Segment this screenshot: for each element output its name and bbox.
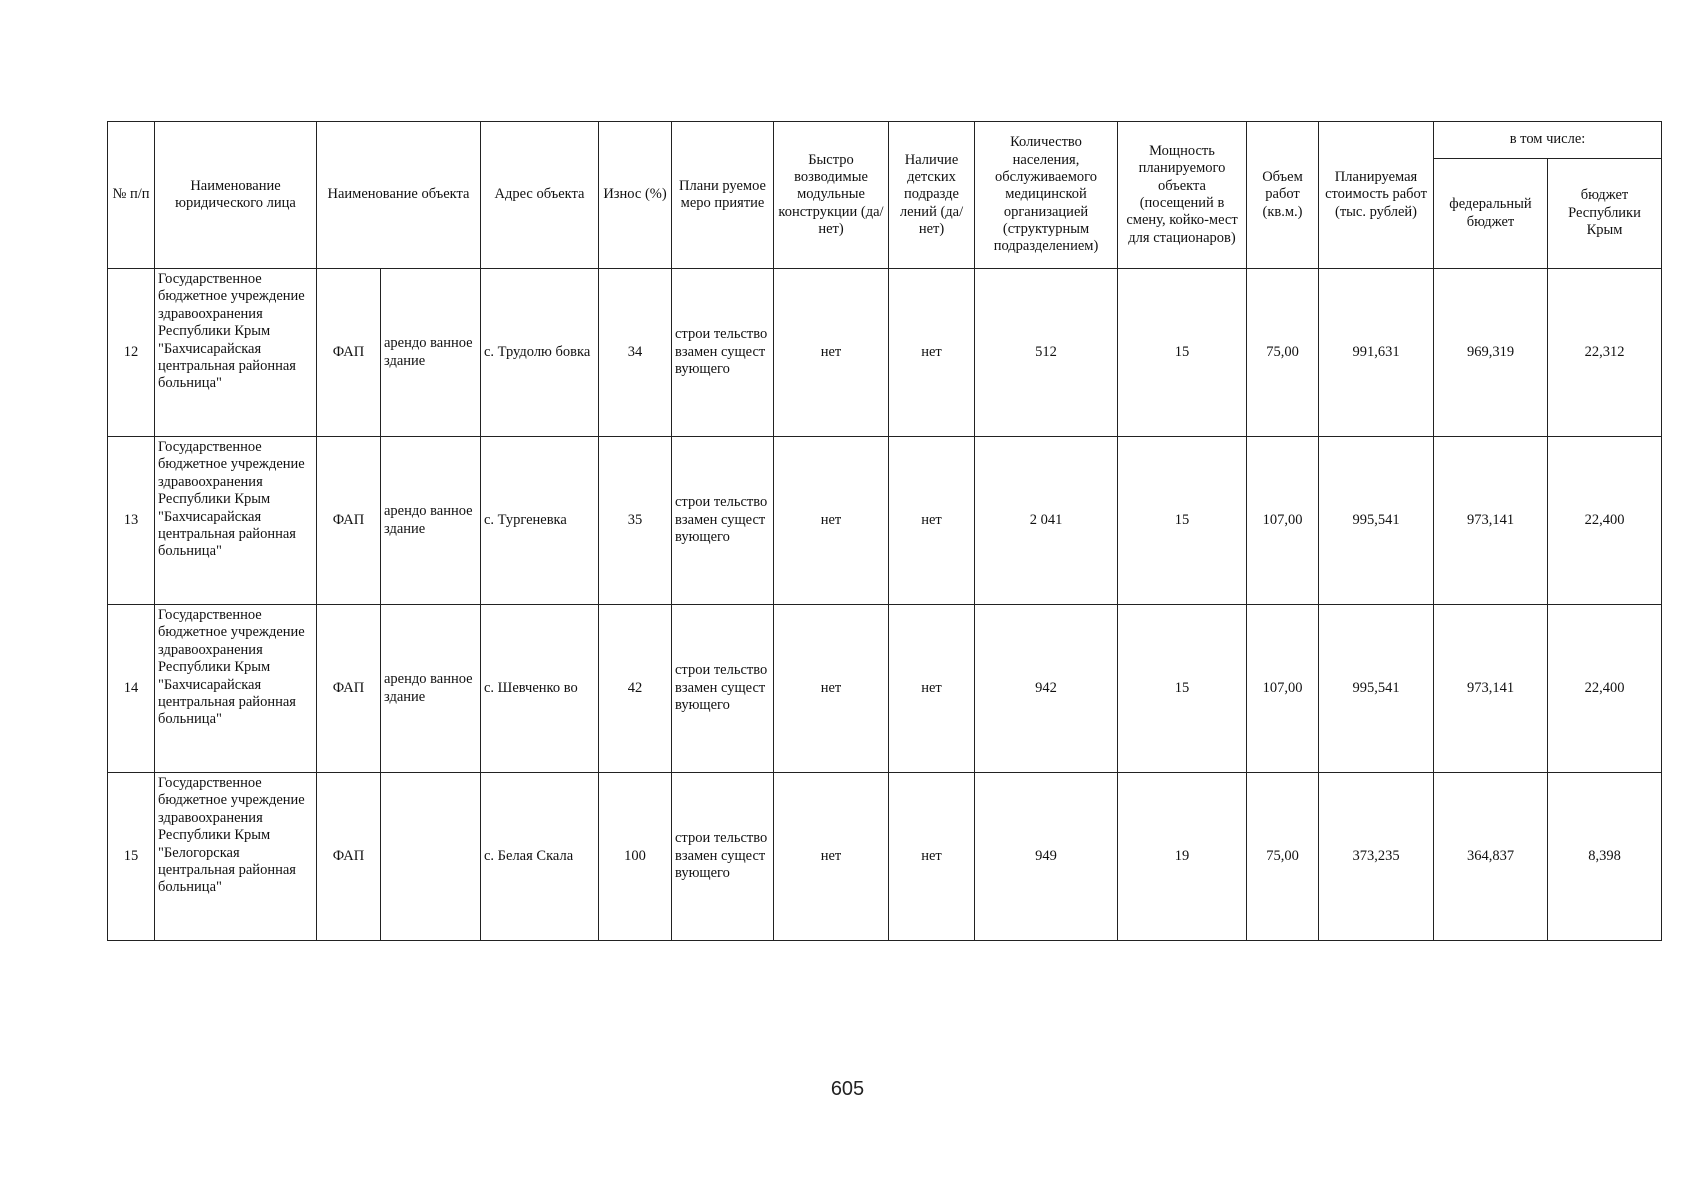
cell-volume: 107,00 <box>1247 437 1319 605</box>
table-header <box>108 122 1662 269</box>
header-capacity: Мощность планируемого объекта (посещений в смену, койко-мест для стационаров) <box>1118 122 1247 269</box>
header-volume: Объем работ (кв.м.) <box>1247 122 1319 269</box>
cell-capacity: 19 <box>1118 773 1247 941</box>
cell-cost: 995,541 <box>1319 605 1434 773</box>
cell-object-type: ФАП <box>317 773 381 941</box>
cell-wear: 34 <box>599 269 672 437</box>
header-wear: Износ (%) <box>599 122 672 269</box>
cell-building: арендо ванное здание <box>381 269 481 437</box>
cell-capacity: 15 <box>1118 437 1247 605</box>
cell-num: 14 <box>108 605 155 773</box>
cell-building <box>381 773 481 941</box>
cell-num: 12 <box>108 269 155 437</box>
cell-address: с. Белая Скала <box>481 773 599 941</box>
header-crimea-budget: бюджет Республики Крым <box>1548 159 1662 269</box>
cell-federal: 973,141 <box>1434 605 1548 773</box>
cell-num: 13 <box>108 437 155 605</box>
cell-address: с. Шевченко во <box>481 605 599 773</box>
cell-federal: 969,319 <box>1434 269 1548 437</box>
cell-crimea-budget: 22,312 <box>1548 269 1662 437</box>
table-row <box>108 773 1662 941</box>
header-legal-entity: Наименование юридического лица <box>155 122 317 269</box>
header-population: Количество населения, обслуживаемого медицинской организацией (структурным подразделением) <box>975 122 1118 269</box>
cell-num: 15 <box>108 773 155 941</box>
cell-capacity: 15 <box>1118 605 1247 773</box>
cell-modular: нет <box>774 605 889 773</box>
table-row <box>108 269 1662 437</box>
header-federal: федеральный бюджет <box>1434 159 1548 269</box>
cell-address: с. Трудолю бовка <box>481 269 599 437</box>
cell-organization: Государственное бюджетное учреждение здравоохранения Республики Крым "Белогорская центральная районная больница" <box>155 773 317 941</box>
table-row <box>108 437 1662 605</box>
cell-wear: 100 <box>599 773 672 941</box>
cell-object-type: ФАП <box>317 269 381 437</box>
header-object-name: Наименование объекта <box>317 122 481 269</box>
cell-organization: Государственное бюджетное учреждение здравоохранения Республики Крым "Бахчисарайская центральная районная больница" <box>155 605 317 773</box>
cell-wear: 42 <box>599 605 672 773</box>
cell-federal: 973,141 <box>1434 437 1548 605</box>
cell-measure: строи тельство взамен сущест вующего <box>672 773 774 941</box>
cell-modular: нет <box>774 773 889 941</box>
cell-building: арендо ванное здание <box>381 437 481 605</box>
cell-address: с. Тургеневка <box>481 437 599 605</box>
cell-wear: 35 <box>599 437 672 605</box>
cell-measure: строи тельство взамен сущест вующего <box>672 437 774 605</box>
cell-measure: строи тельство взамен сущест вующего <box>672 269 774 437</box>
cell-children-units: нет <box>889 437 975 605</box>
cell-organization: Государственное бюджетное учреждение здравоохранения Республики Крым "Бахчисарайская центральная районная больница" <box>155 437 317 605</box>
cell-population: 512 <box>975 269 1118 437</box>
cell-capacity: 15 <box>1118 269 1247 437</box>
cell-federal: 364,837 <box>1434 773 1548 941</box>
header-planned-measure: Плани руемое меро приятие <box>672 122 774 269</box>
cell-population: 942 <box>975 605 1118 773</box>
table-row <box>108 605 1662 773</box>
cell-crimea-budget: 22,400 <box>1548 437 1662 605</box>
cell-children-units: нет <box>889 773 975 941</box>
cell-population: 2 041 <box>975 437 1118 605</box>
cell-crimea-budget: 8,398 <box>1548 773 1662 941</box>
cell-object-type: ФАП <box>317 605 381 773</box>
cell-cost: 991,631 <box>1319 269 1434 437</box>
cell-organization: Государственное бюджетное учреждение здравоохранения Республики Крым "Бахчисарайская центральная районная больница" <box>155 269 317 437</box>
table-body <box>108 269 1662 941</box>
header-num: № п/п <box>108 122 155 269</box>
cell-modular: нет <box>774 437 889 605</box>
cell-cost: 995,541 <box>1319 437 1434 605</box>
cell-modular: нет <box>774 269 889 437</box>
cell-population: 949 <box>975 773 1118 941</box>
cell-measure: строи тельство взамен сущест вующего <box>672 605 774 773</box>
header-including: в том числе: <box>1434 122 1662 159</box>
cell-children-units: нет <box>889 605 975 773</box>
cell-object-type: ФАП <box>317 437 381 605</box>
page-number: 605 <box>830 1078 865 1100</box>
header-cost: Планируемая стоимость работ (тыс. рублей) <box>1319 122 1434 269</box>
header-children-units: Наличие детских подразде лений (да/нет) <box>889 122 975 269</box>
cell-building: арендо ванное здание <box>381 605 481 773</box>
cell-volume: 107,00 <box>1247 605 1319 773</box>
cell-children-units: нет <box>889 269 975 437</box>
data-table <box>107 121 1662 941</box>
cell-cost: 373,235 <box>1319 773 1434 941</box>
cell-volume: 75,00 <box>1247 773 1319 941</box>
cell-volume: 75,00 <box>1247 269 1319 437</box>
cell-crimea-budget: 22,400 <box>1548 605 1662 773</box>
header-address: Адрес объекта <box>481 122 599 269</box>
header-modular: Быстро возводимые модульные конструкции (да/нет) <box>774 122 889 269</box>
